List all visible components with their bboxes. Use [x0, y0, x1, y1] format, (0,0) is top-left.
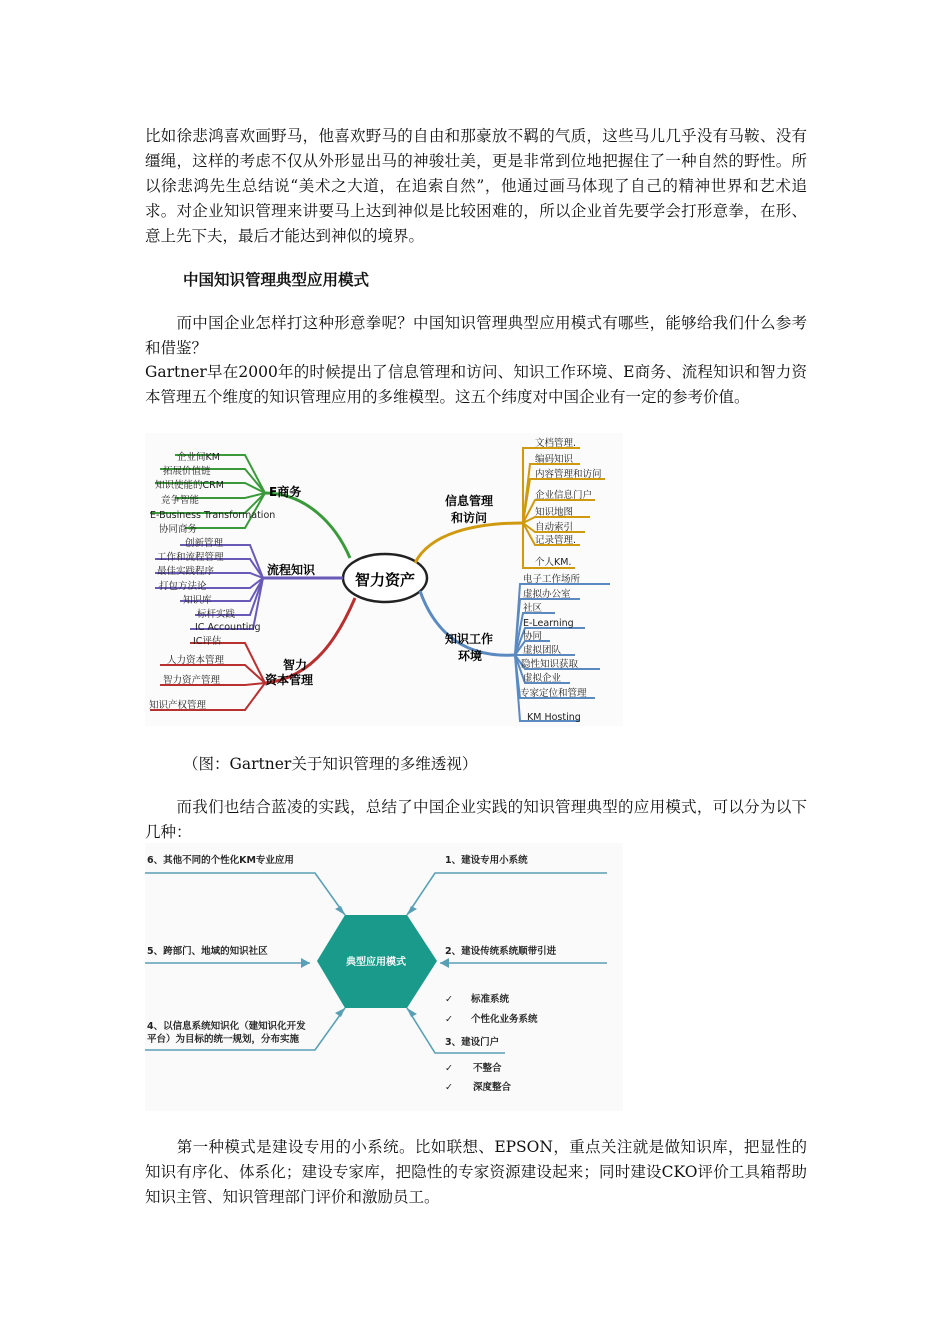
info-item: 记录管理. — [535, 535, 577, 546]
center-hexagon-label: 典型应用模式 — [346, 957, 406, 968]
mode-3-sub-item: 不整合 — [473, 1063, 502, 1074]
process-item: 打包方法论 — [159, 581, 207, 592]
process-item: 创新管理 — [185, 538, 224, 549]
work-item: 虚拟团队 — [523, 645, 562, 656]
info-item: 个人KM. — [535, 557, 572, 568]
info-item: 自动索引 — [535, 522, 574, 533]
mode-2-sub-item: 标准系统 — [471, 994, 510, 1005]
info-item: 企业信息门户 — [535, 490, 593, 501]
mode-4-label-line2: 平台）为目标的统一规划，分布实施 — [147, 1034, 300, 1045]
paragraph-question: 而中国企业怎样打这种形意拳呢？中国知识管理典型应用模式有哪些，能够给我们什么参考和借鉴？ — [145, 314, 807, 357]
mode-4-label-line1: 4、以信息系统知识化（建知识化开发 — [147, 1021, 306, 1032]
section-heading: 中国知识管理典型应用模式 — [183, 271, 370, 289]
branch-info-label-2: 和访问 — [451, 511, 488, 525]
ic-item: 知识产权管理 — [149, 700, 207, 711]
mode-2-label: 2、建设传统系统顺带引进 — [445, 946, 557, 957]
branch-ic-label-2: 资本管理 — [265, 673, 314, 687]
work-item: KM Hosting — [527, 712, 581, 723]
application-modes-figure — [145, 843, 623, 1111]
branch-work-label-1: 知识工作 — [445, 632, 494, 646]
check-icon: ✓ — [445, 1082, 453, 1093]
process-item: 标杆实践 — [197, 609, 236, 620]
info-item: 知识地图 — [535, 507, 574, 518]
ecommerce-item: 协同商务 — [159, 524, 198, 535]
paragraph-lanling: 而我们也结合蓝凌的实践，总结了中国企业实践的知识管理典型的应用模式，可以分为以下几种： — [145, 798, 807, 841]
gartner-mindmap-figure — [145, 433, 623, 726]
branch-work-label-2: 环境 — [458, 649, 483, 663]
ic-item: IC评估 — [193, 636, 222, 647]
work-item: 隐性知识获取 — [521, 659, 579, 670]
work-item: 虚拟办公室 — [523, 589, 571, 600]
work-item: 社区 — [523, 603, 543, 614]
info-item: 编码知识 — [535, 454, 574, 465]
check-icon: ✓ — [445, 994, 453, 1005]
mode-3-label: 3、建设门户 — [445, 1037, 500, 1048]
check-icon: ✓ — [445, 1063, 453, 1074]
mode-3-sub-item: 深度整合 — [473, 1082, 512, 1093]
ecommerce-item: 知识使能的CRM — [155, 480, 224, 491]
work-item: 专家定位和管理 — [520, 688, 587, 699]
ecommerce-item: 竞争智能 — [161, 495, 200, 506]
info-item: 内容管理和访问 — [535, 469, 602, 480]
info-item: 文档管理. — [535, 438, 577, 449]
work-item: 虚拟企业 — [523, 673, 562, 684]
mode-1-label: 1、建设专用小系统 — [445, 855, 528, 866]
branch-ic-label-1: 智力 — [283, 658, 308, 672]
branch-ecommerce-label: E商务 — [269, 485, 302, 499]
paragraph-gartner: Gartner早在2000年的时候提出了信息管理和访问、知识工作环境、E商务、流程知识和智力资本管理五个维度的知识管理应用的多维模型。这五个纬度对中国企业有一定的参考价值。 — [145, 363, 807, 406]
ecommerce-item: E-Business Transformation — [150, 510, 276, 521]
ecommerce-item: 企业间KM — [177, 452, 220, 463]
figure-caption: （图：Gartner关于知识管理的多维透视） — [183, 755, 478, 773]
ic-item: 人力资本管理 — [167, 655, 225, 666]
ecommerce-item: 拓展价值链 — [163, 466, 211, 477]
work-item: 电子工作场所 — [523, 574, 581, 585]
paragraph-first-mode: 第一种模式是建设专用的小系统。比如联想、EPSON，重点关注就是做知识库，把显性的知识有序化、体系化；建设专家库，把隐性的专家资源建设起来；同时建设CKO评价工具箱帮助知识主管、知识管理部门评价和激励员工。 — [145, 1138, 807, 1206]
ic-item: 智力资产管理 — [163, 675, 221, 686]
branch-process-label: 流程知识 — [267, 563, 316, 577]
process-item: 最佳实践程序 — [157, 566, 215, 577]
paragraph-xu-beihong: 比如徐悲鸿喜欢画野马，他喜欢野马的自由和那豪放不羁的气质，这些马儿几乎没有马鞍、没有缰绳，这样的考虑不仅从外形显出马的神骏壮美，更是非常到位地把握住了一种自然的野性。所以徐悲鸿先生总结说“美术之大道，在追索自然”，他通过画马体现了自己的精神世界和艺术追求。对企业知识管理来讲要马上达到神似是比较困难的，所以企业首先要学会打形意拳，在形、意上先下夫，最后才能达到神似的境界。 — [145, 127, 807, 245]
center-label: 智力资产 — [354, 571, 416, 589]
mode-6-label: 6、其他不同的个性化KM专业应用 — [147, 855, 294, 866]
branch-info-label-1: 信息管理 — [445, 494, 494, 508]
mode-5-label: 5、跨部门、地域的知识社区 — [147, 946, 268, 957]
work-item: 协同 — [523, 631, 543, 642]
check-icon: ✓ — [445, 1014, 453, 1025]
mode-2-sub-item: 个性化业务系统 — [471, 1014, 538, 1025]
gartner-mindmap — [145, 433, 623, 726]
application-modes-diagram — [145, 843, 623, 1111]
process-item: 工作和流程管理 — [157, 552, 224, 563]
work-item: E-Learning — [523, 618, 574, 629]
process-item: 知识库 — [183, 595, 212, 606]
process-item: IC Accounting — [195, 622, 261, 633]
